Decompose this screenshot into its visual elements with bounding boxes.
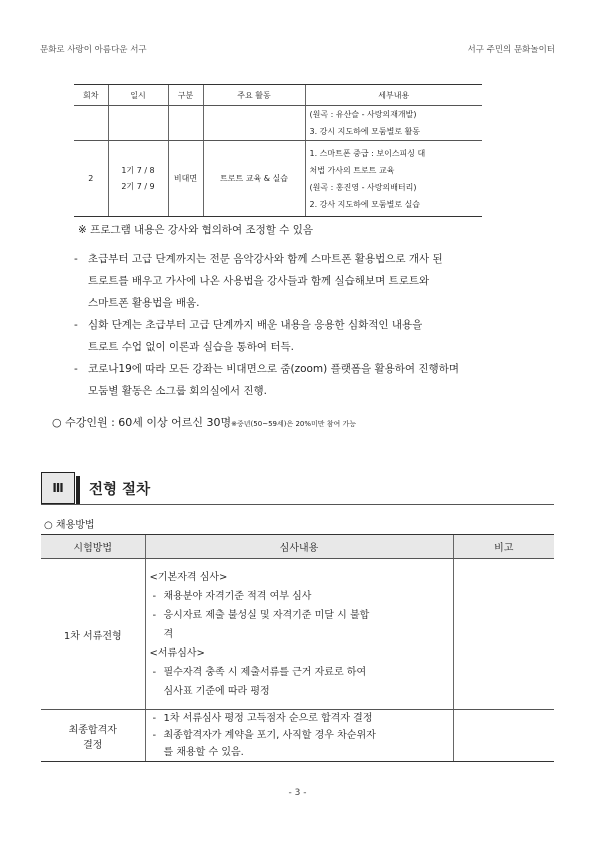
row1-method: 1차 서류전형 [41, 559, 145, 710]
col-header-note: 비고 [453, 535, 554, 559]
program-note: ※ 프로그램 내용은 강사와 협의하여 조정할 수 있음 [78, 224, 314, 236]
capacity-line [52, 414, 356, 430]
row2-content: - 1차 서류심사 평정 고득점자 순으로 합격자 결정 - 최종합격자가 계약을 포기, 사직할 경우 차순위자 를 채용할 수 있음. [145, 710, 453, 762]
col-header-activity: 주요 활동 [203, 85, 305, 106]
table-row [74, 141, 482, 217]
bullet-list [74, 248, 544, 402]
col-header-round: 회차 [74, 85, 108, 106]
row1-detail: (원곡 : 유산슬 - 사랑의재개발) 3. 강시 지도하에 모둠별로 활동 [305, 106, 482, 141]
program-table-header [74, 85, 482, 106]
list-item: - 코로나19에 따라 모든 강좌는 비대면으로 줌(zoom) 플랫폼을 활용하여 진행하며 모둠별 활동은 소그룹 회의실에서 진행. [74, 363, 459, 397]
table-row [74, 106, 482, 141]
table-row [41, 559, 554, 710]
row1-note [453, 559, 554, 710]
selection-table-header [41, 535, 554, 559]
program-table [74, 84, 482, 217]
header-left-text: 문화로 사랑이 아름다운 서구 [40, 45, 147, 55]
table-row [41, 710, 554, 762]
col-header-type: 구분 [168, 85, 203, 106]
row2-detail: 1. 스마트폰 중급 : 보이스피싱 대 처법 가사의 트로트 교육 (원곡 : 홍진영 - 사랑의배터리) 2. 강사 지도하에 모둠별로 실습 [305, 141, 482, 217]
row2-activity: 트로트 교육 & 실습 [203, 141, 305, 217]
row2-method: 최종합격자 결정 [41, 710, 145, 762]
subheading: ○ 채용방법 [44, 520, 95, 531]
capacity-footnote: ※중년(50~59세)은 20%미만 참여 가능 [231, 420, 357, 428]
col-header-detail: 세부내용 [305, 85, 482, 106]
capacity-main: ○ 수강인원 : 60세 이상 어르신 30명 [52, 416, 232, 429]
col-header-date: 일시 [108, 85, 168, 106]
col-header-method: 시험방법 [41, 535, 145, 559]
col-header-content: 심사내용 [145, 535, 453, 559]
row1-content: <기본자격 심사> - 채용분야 자격기준 적격 여부 심사 - 응시자료 제출 불성실 및 자격기준 미달 시 불합 격 <서류심사> - 필수자격 충족 시 제출서류를 근거 자료로 하여 심사표 기준에 따라 평정 [145, 559, 453, 710]
section-number-box: Ⅲ [41, 472, 75, 504]
header-right-text: 서구 주민의 문화놀이터 [467, 45, 555, 55]
section-title: 전형 절차 [89, 482, 151, 498]
section-divider [41, 504, 554, 505]
row2-type: 비대면 [168, 141, 203, 217]
row2-dates: 1기 7 / 8 2기 7 / 9 [108, 141, 168, 217]
list-item: - 초급부터 고급 단계까지는 전문 음악강사와 함께 스마트폰 활용법으로 개사 된 트로트를 배우고 가사에 나온 사용법을 강사들과 함께 실습해보며 트로트와 스마트폰 활용법을 배움. [74, 253, 443, 309]
row2-note [453, 710, 554, 762]
list-item: - 심화 단계는 초급부터 고급 단계까지 배운 내용을 응용한 심화적인 내용을 트로트 수업 없이 이론과 실습을 통하여 터득. [74, 319, 423, 353]
page-number: - 3 - [288, 788, 307, 798]
row2-round: 2 [74, 141, 108, 217]
selection-table [41, 534, 554, 762]
